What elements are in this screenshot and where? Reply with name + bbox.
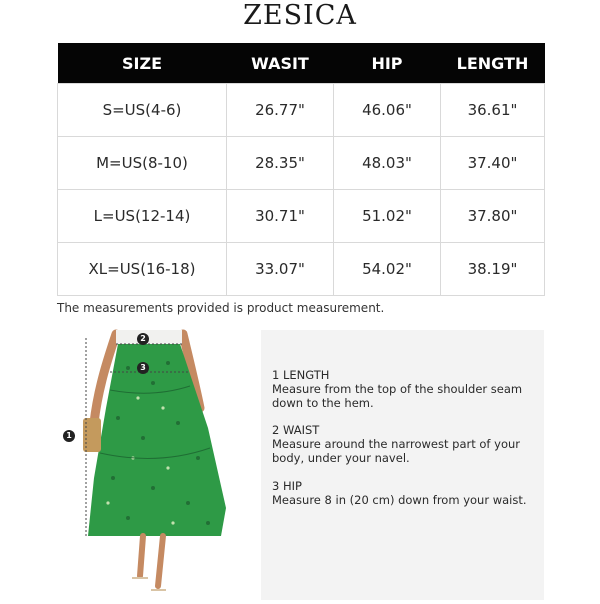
cell-length: 37.40" <box>441 137 545 190</box>
table-row <box>58 243 545 296</box>
cell-size: S=US(4-6) <box>58 84 227 137</box>
cell-length: 36.61" <box>441 84 545 137</box>
table-row <box>58 84 545 137</box>
table-header-row <box>58 43 545 84</box>
cell-waist: 28.35" <box>227 137 334 190</box>
cell-length: 37.80" <box>441 190 545 243</box>
measurement-guide-panel <box>261 330 544 600</box>
step-title: 1 LENGTH <box>272 368 330 382</box>
size-chart-table <box>57 43 545 296</box>
cell-length: 38.19" <box>441 243 545 296</box>
step-waist <box>272 423 532 465</box>
table-row <box>58 190 545 243</box>
cell-hip: 51.02" <box>334 190 441 243</box>
step-hip <box>272 479 532 507</box>
cell-hip: 54.02" <box>334 243 441 296</box>
step-length <box>272 368 532 410</box>
step-text: Measure 8 in (20 cm) down from your waist. <box>272 493 527 507</box>
cell-waist: 33.07" <box>227 243 334 296</box>
step-title: 3 HIP <box>272 479 302 493</box>
skirt-shape <box>88 344 226 536</box>
skirt-model-illustration <box>58 328 258 600</box>
badge-waist: 2 <box>137 333 149 345</box>
header-size: SIZE <box>58 43 227 84</box>
step-text: Measure from the top of the shoulder seam down to the hem. <box>272 382 523 410</box>
cell-size: M=US(8-10) <box>58 137 227 190</box>
header-hip: HIP <box>334 43 441 84</box>
table-row <box>58 137 545 190</box>
header-length: LENGTH <box>441 43 545 84</box>
header-waist: WASIT <box>227 43 334 84</box>
badge-hip: 3 <box>137 362 149 374</box>
cell-size: XL=US(16-18) <box>58 243 227 296</box>
measurement-note: The measurements provided is product measurement. <box>57 301 385 315</box>
model-figure <box>58 328 258 600</box>
step-text: Measure around the narrowest part of your body, under your navel. <box>272 437 520 465</box>
cell-waist: 26.77" <box>227 84 334 137</box>
badge-length: 1 <box>63 430 75 442</box>
brand-logo: ZESICA <box>243 0 357 31</box>
cell-waist: 30.71" <box>227 190 334 243</box>
cell-hip: 48.03" <box>334 137 441 190</box>
step-title: 2 WAIST <box>272 423 320 437</box>
cell-size: L=US(12-14) <box>58 190 227 243</box>
cell-hip: 46.06" <box>334 84 441 137</box>
